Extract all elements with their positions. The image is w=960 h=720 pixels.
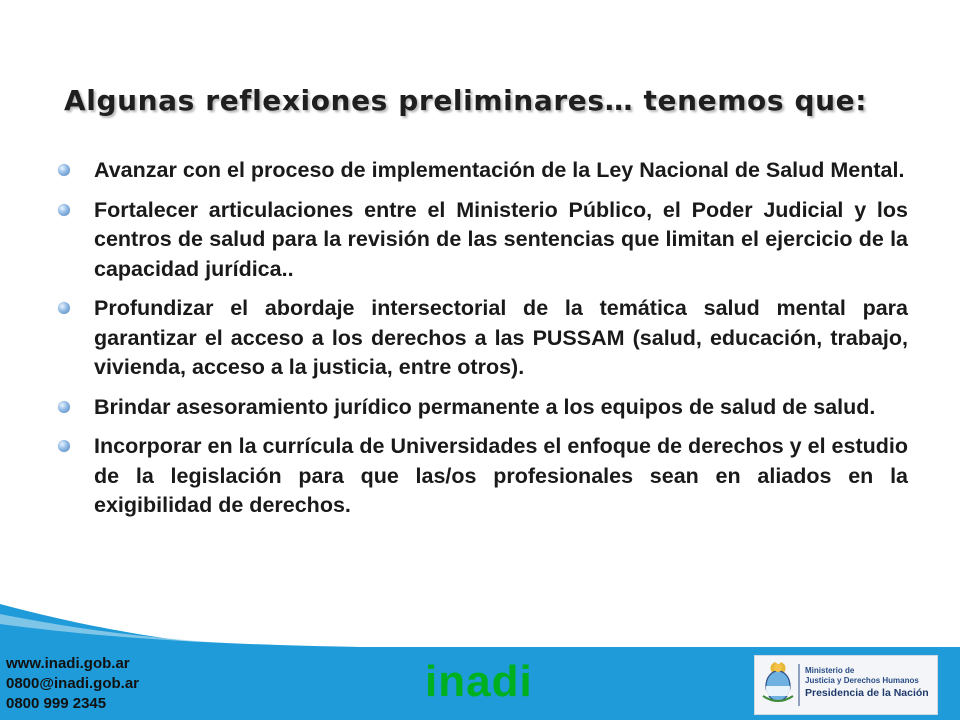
ministry-line-3: Presidencia de la Nación <box>805 687 929 699</box>
round-bullet-icon <box>58 440 70 452</box>
website-link[interactable]: www.inadi.gob.ar <box>6 655 130 672</box>
decorative-swoosh <box>0 600 960 650</box>
ministry-logo-graphic <box>755 656 937 714</box>
round-bullet-icon <box>58 302 70 314</box>
bullet-text: Avanzar con el proceso de implementación de la Ley Nacional de Salud Mental. <box>94 158 905 182</box>
bullet-item <box>58 294 908 383</box>
bullet-item <box>58 393 908 423</box>
ministry-logo <box>754 655 938 715</box>
inadi-logo: inadi <box>425 657 533 706</box>
bullet-list <box>58 156 908 531</box>
bullet-text: Incorporar en la currícula de Universidades el enfoque de derechos y el estudio de la legislación para que las/os profesionales sean en aliados en la exigibilidad de derechos. <box>94 434 908 517</box>
bullet-item <box>58 196 908 285</box>
email-link[interactable]: 0800@inadi.gob.ar <box>6 675 140 692</box>
bullet-text: Fortalecer articulaciones entre el Ministerio Público, el Poder Judicial y los centros de salud para la revisión de las sentencias que limitan el ejercicio de la capacidad jurídica.. <box>94 197 908 281</box>
bullet-item <box>58 156 908 186</box>
ministry-line-2: Justicia y Derechos Humanos <box>805 676 919 685</box>
bullet-text: Brindar asesoramiento jurídico permanente a los equipos de salud de salud. <box>94 394 876 419</box>
argentina-coat-of-arms-icon <box>763 662 793 701</box>
bullet-text: Profundizar el abordaje intersectorial de la temática salud mental para garantizar el acceso a los derechos a las PUSSAM (salud, educación, trabajo, vivienda, acceso a la justicia, entre otros). <box>94 296 908 379</box>
bullet-item <box>58 432 908 521</box>
round-bullet-icon <box>58 204 70 216</box>
slide-title: Algunas reflexiones preliminares… tenemos que: <box>64 84 868 117</box>
phone-number: 0800 999 2345 <box>6 695 107 712</box>
ministry-line-1: Ministerio de <box>805 666 855 675</box>
round-bullet-icon <box>58 401 70 413</box>
round-bullet-icon <box>58 164 70 176</box>
footer-contact <box>6 654 139 714</box>
